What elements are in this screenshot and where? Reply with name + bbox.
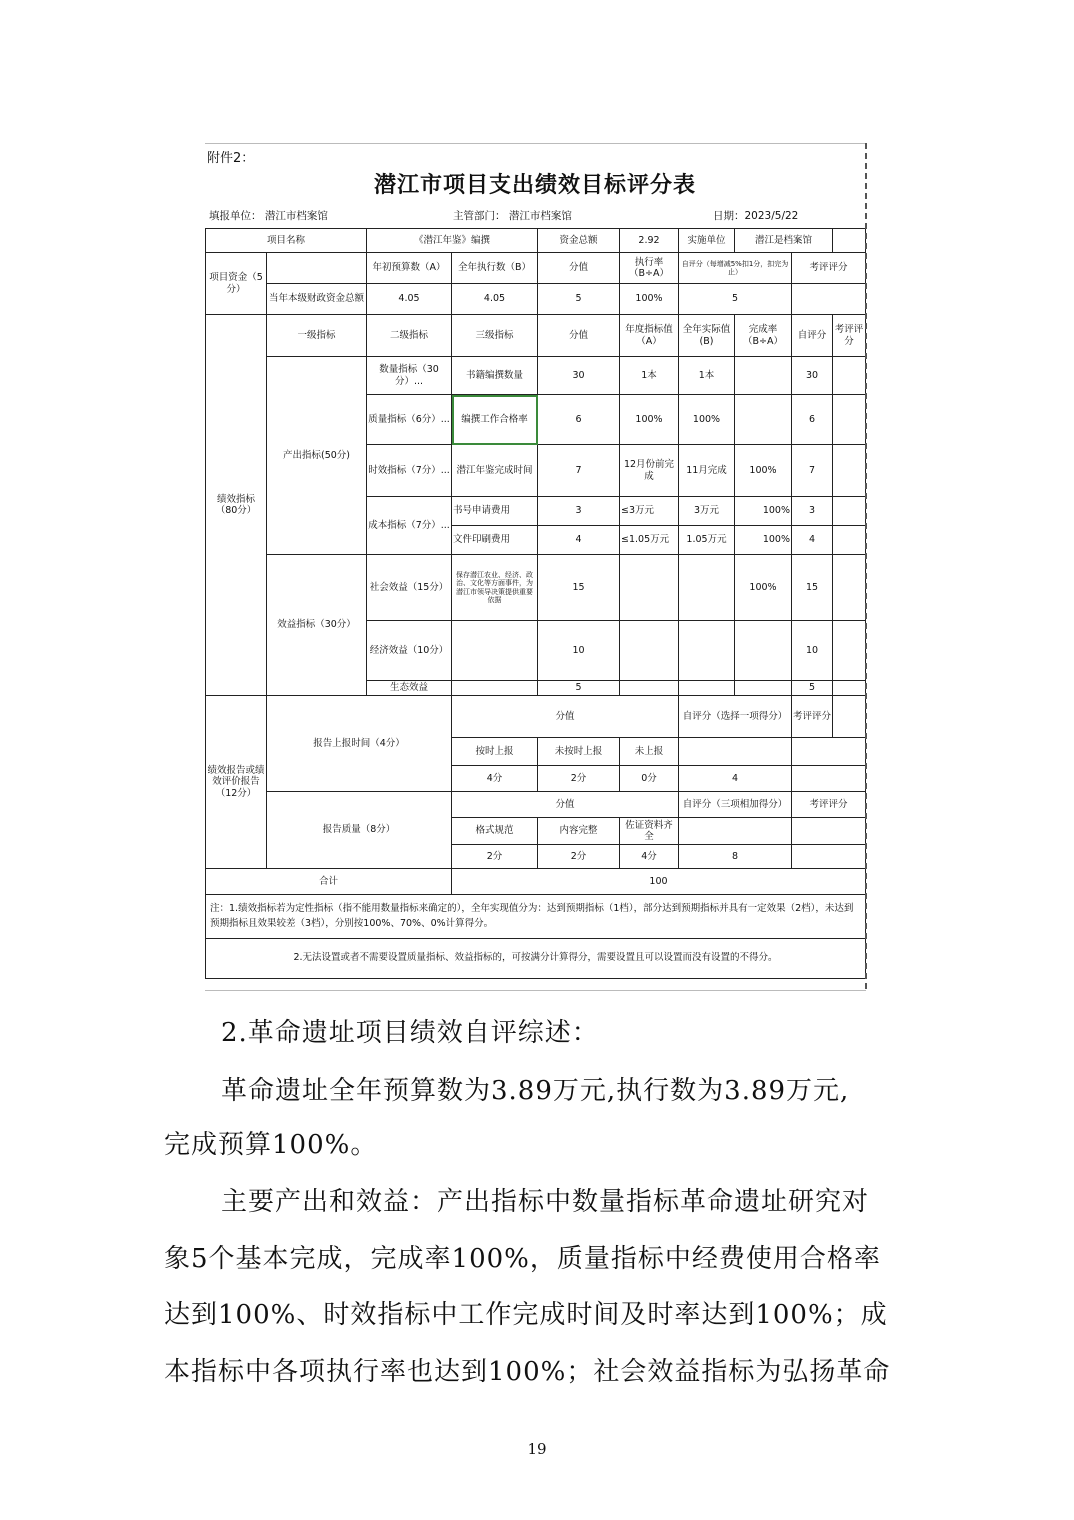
selected-cell[interactable]: 编撰工作合格率 (452, 395, 538, 445)
section-heading: 2.革命遗址项目绩效自评综述： (221, 1018, 599, 1048)
cell: 分值 (538, 253, 620, 284)
cell: 2分 (452, 845, 538, 869)
cell: 100% (735, 497, 792, 526)
cell: 按时上报 (452, 738, 538, 766)
cell: 2.92 (620, 229, 679, 253)
cell: 4.05 (367, 284, 452, 315)
cell: 10 (538, 621, 620, 681)
paragraph-line: 象5个基本完成，完成率100%，质量指标中经费使用合格率 (164, 1244, 881, 1274)
cell: 30 (792, 357, 833, 395)
cell: 15 (538, 555, 620, 621)
cell: 100% (735, 555, 792, 621)
cell: 15 (792, 555, 833, 621)
attachment-label: 附件2： (207, 151, 255, 166)
cell: 格式规范 (452, 818, 538, 845)
cell: 保存潜江农业、经济、政治、文化等方面事件，为潜江市领导决策提供重要依据 (452, 555, 538, 621)
performance-score-sheet (205, 143, 866, 991)
cell: 考评评分 (792, 792, 866, 818)
sheet-title: 潜江市项目支出绩效目标评分表 (373, 173, 696, 198)
cell: 100% (735, 445, 792, 497)
fill-unit: 填报单位： 潜江市档案馆 (209, 210, 328, 222)
table-row (206, 869, 866, 895)
cell: 当年本级财政资金总额 (267, 284, 367, 315)
cell: 全年执行数（B） (452, 253, 538, 284)
table-row (206, 696, 866, 738)
cell: 0分 (620, 766, 679, 792)
paragraph-line: 主要产出和效益：产出指标中数量指标革命遗址研究对 (221, 1187, 870, 1217)
note-2: 2.无法设置或者不需要设置质量指标、效益指标的，可按满分计算得分，需要设置且可以设置而没有设置的不得分。 (206, 939, 866, 979)
cell: 合计 (206, 869, 452, 895)
cell: 1.05万元 (679, 526, 735, 555)
cell: 未上报 (620, 738, 679, 766)
cell: 4分 (452, 766, 538, 792)
cell: 数量指标（30分）... (367, 357, 452, 395)
cell: 100 (452, 869, 866, 895)
cell: 3 (792, 497, 833, 526)
cell: 执行率（B÷A） (620, 253, 679, 284)
cell: 内容完整 (538, 818, 620, 845)
cell: 潜江年鉴完成时间 (452, 445, 538, 497)
cell: 报告上报时间（4分） (267, 696, 452, 792)
cell: 考评评分 (792, 696, 833, 738)
cell: ≤1.05万元 (620, 526, 679, 555)
cell: 绩效报告或绩效评价报告（12分） (206, 696, 267, 869)
cell: 7 (538, 445, 620, 497)
cell: 实施单位 (679, 229, 735, 253)
cell: 文件印刷费用 (452, 526, 538, 555)
cell: 100% (735, 526, 792, 555)
fill-date: 日期：2023/5/22 (713, 210, 799, 222)
cell: 5 (679, 284, 792, 315)
cell: 4分 (620, 845, 679, 869)
note-1: 注：1.绩效指标若为定性指标（指不能用数量指标来确定的），全年实现值分为：达到预期指标（1档），部分达到预期指标并具有一定效果（2档），未达到预期指标且效果较差（3档），分别按100%、70%、0%计算得分。 (206, 895, 866, 939)
cell: 6 (792, 395, 833, 445)
cell: 产出指标(50分) (267, 357, 367, 555)
cell: 质量指标（6分）... (367, 395, 452, 445)
cell: 成本指标（7分）... (367, 497, 452, 555)
cell: 11月完成 (679, 445, 735, 497)
cell: 佐证资料齐全 (620, 818, 679, 845)
cell: 项目名称 (206, 229, 367, 253)
cell: 自评分 (792, 315, 833, 357)
cell: 二级指标 (367, 315, 452, 357)
table-row (206, 315, 866, 357)
table-row (206, 792, 866, 818)
cell: 5 (538, 681, 620, 696)
cell: 2分 (538, 845, 620, 869)
cell: 绩效指标（80分） (206, 315, 267, 696)
cell: 2分 (538, 766, 620, 792)
table-row (206, 284, 866, 315)
cell: 经济效益（10分） (367, 621, 452, 681)
cell: 书籍编撰数量 (452, 357, 538, 395)
cell: 100% (679, 395, 735, 445)
page-number: 19 (527, 1440, 547, 1458)
paragraph-line: 革命遗址全年预算数为3.89万元,执行数为3.89万元, (221, 1076, 850, 1106)
cell: 8 (679, 845, 792, 869)
cell: 分值 (452, 792, 679, 818)
cell: 30 (538, 357, 620, 395)
cell: 考评评分 (833, 315, 866, 357)
table-row (206, 939, 866, 979)
cell: 社会效益（15分） (367, 555, 452, 621)
cell: 分值 (538, 315, 620, 357)
paragraph-line: 本指标中各项执行率也达到100%；社会效益指标为弘扬革命 (164, 1357, 891, 1387)
cell: 5 (538, 284, 620, 315)
cell: 考评评分 (792, 253, 866, 284)
cell: 年度指标值（A） (620, 315, 679, 357)
score-table (205, 228, 866, 979)
paragraph-line: 达到100%、时效指标中工作完成时间及时率达到100%；成 (164, 1300, 888, 1330)
table-row (206, 229, 866, 253)
cell: 4 (792, 526, 833, 555)
cell: 6 (538, 395, 620, 445)
supervising-dept: 主管部门： 潜江市档案馆 (453, 210, 572, 222)
cell: 三级指标 (452, 315, 538, 357)
cell: 书号申请费用 (452, 497, 538, 526)
cell: 自评分（选择一项得分） (679, 696, 792, 738)
table-row (206, 357, 866, 395)
cell: 1本 (679, 357, 735, 395)
cell: 4.05 (452, 284, 538, 315)
cell: 生态效益 (367, 681, 452, 696)
cell: ≤3万元 (620, 497, 679, 526)
cell: 自评分（每增减5%扣1分，扣完为止） (679, 253, 792, 284)
cell: 1本 (620, 357, 679, 395)
cell: 资金总额 (538, 229, 620, 253)
cell: 一级指标 (267, 315, 367, 357)
cell: 未按时上报 (538, 738, 620, 766)
cell: 《潜江年鉴》编撰 (367, 229, 538, 253)
cell: 全年实际值(B) (679, 315, 735, 357)
cell: 10 (792, 621, 833, 681)
cell: 5 (792, 681, 833, 696)
cell: 完成率（B÷A） (735, 315, 792, 357)
cell: 自评分（三项相加得分） (679, 792, 792, 818)
cell: 潜江是档案馆 (735, 229, 833, 253)
cell: 4 (679, 766, 792, 792)
table-row (206, 555, 866, 621)
sheet-dashed-edge (865, 143, 867, 989)
paragraph-line: 完成预算100%。 (164, 1130, 378, 1160)
cell: 时效指标（7分）... (367, 445, 452, 497)
cell: 分值 (452, 696, 679, 738)
table-row (206, 253, 866, 284)
cell: 年初预算数（A） (367, 253, 452, 284)
table-row (206, 895, 866, 939)
cell: 效益指标（30分） (267, 555, 367, 696)
cell: 报告质量（8分） (267, 792, 452, 869)
cell: 100% (620, 284, 679, 315)
cell: 项目资金（5分） (206, 253, 267, 315)
cell: 4 (538, 526, 620, 555)
cell: 3万元 (679, 497, 735, 526)
cell: 3 (538, 497, 620, 526)
cell: 100% (620, 395, 679, 445)
cell: 7 (792, 445, 833, 497)
cell: 12月份前完成 (620, 445, 679, 497)
